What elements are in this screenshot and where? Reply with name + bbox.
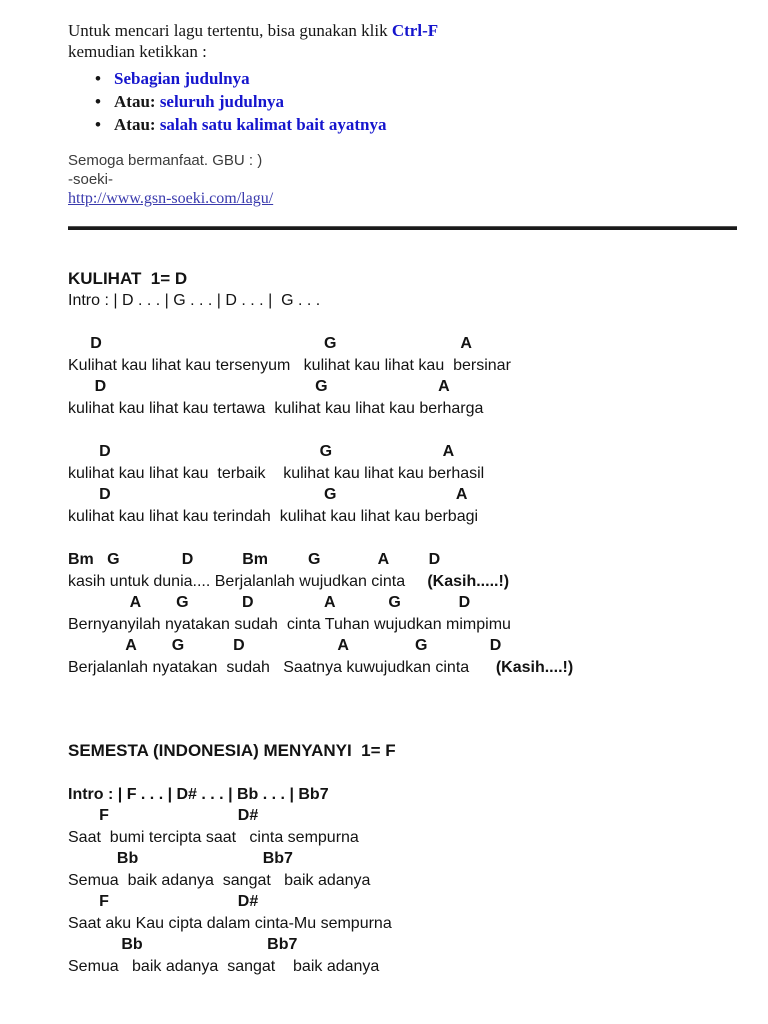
hotkey-label: Ctrl-F [391,21,439,40]
signature-greeting: Semoga bermanfaat. GBU : ) [68,152,263,169]
instruction-text: Untuk mencari lagu tertentu, bisa gunakan klik [68,21,392,40]
signature-author: -soeki- [68,171,114,188]
lyric-line: Bernyanyilah nyatakan sudah cinta Tuhan wujudkan mimpimu [68,615,511,633]
search-hint-list [68,67,740,136]
lyric-line: kulihat kau lihat kau tertawa kulihat kau lihat kau berharga [68,399,484,417]
lyric-line: Semua baik adanya sangat baik adanya [68,871,371,889]
divider-rule [68,226,737,230]
website-link[interactable]: http://www.gsn-soeki.com/lagu/ [68,190,274,207]
song-semesta [68,740,740,977]
lyric-emphasis: (Kasih....!) [495,658,574,676]
hint-prefix: Atau: [114,115,160,134]
search-instructions [68,20,740,136]
chord-line: D G A [68,378,450,395]
chord-line: D G A [68,443,455,460]
list-item [68,113,740,136]
chord-line: F D# [68,893,259,910]
blank-line [68,311,740,333]
lyric-text: kasih untuk dunia.... Berjalanlah wujudkan cinta [68,572,428,590]
blank-line [68,527,740,549]
signature-link-line [68,189,740,208]
hint-text: salah satu kalimat bait ayatnya [159,115,387,134]
list-item [68,90,740,113]
lyric-line: kulihat kau lihat kau terbaik kulihat kau lihat kau berhasil [68,464,485,482]
lyric-text: Berjalanlah nyatakan sudah Saatnya kuwujudkan cinta [68,658,496,676]
bullet-icon: • [95,115,101,134]
instruction-line-1 [68,20,740,41]
chord-line: F D# [68,807,259,824]
chord-line: D G A [68,486,468,503]
list-item [68,67,740,90]
signature-block [68,151,740,208]
bullet-icon: • [95,92,101,111]
chord-line: Bm G D Bm G A D [68,551,441,568]
hint-prefix: Atau: [114,92,160,111]
chord-line: Bb Bb7 [68,850,293,867]
chord-line: A G D A G D [68,594,471,611]
chord-line: Bb Bb7 [68,936,298,953]
lyric-line [68,571,740,593]
song-kulihat [68,268,740,678]
lyric-line: Saat aku Kau cipta dalam cinta-Mu sempurna [68,914,392,932]
bullet-icon: • [95,69,101,88]
song-title: KULIHAT 1= D [68,269,188,288]
hint-text: Sebagian judulnya [114,69,250,88]
lyric-line [68,657,740,679]
chord-line: D G A [68,335,472,352]
blank-line [68,762,740,784]
instruction-line-2: kemudian ketikkan : [68,42,207,61]
lyric-line: Saat bumi tercipta saat cinta sempurna [68,828,359,846]
blank-line [68,419,740,441]
chord-line: A G D A G D [68,637,502,654]
song-title: SEMESTA (INDONESIA) MENYANYI 1= F [68,741,396,760]
lyric-line: Semua baik adanya sangat baik adanya [68,957,380,975]
lyric-emphasis: (Kasih.....!) [427,572,510,590]
hint-text: seluruh judulnya [159,92,285,111]
intro-line: Intro : | F . . . | D# . . . | Bb . . . | Bb7 [68,785,329,803]
lyric-line: kulihat kau lihat kau terindah kulihat kau lihat kau berbagi [68,507,479,525]
lyric-line: Kulihat kau lihat kau tersenyum kulihat kau lihat kau bersinar [68,356,511,374]
intro-line: Intro : | D . . . | G . . . | D . . . | G . . . [68,291,321,309]
